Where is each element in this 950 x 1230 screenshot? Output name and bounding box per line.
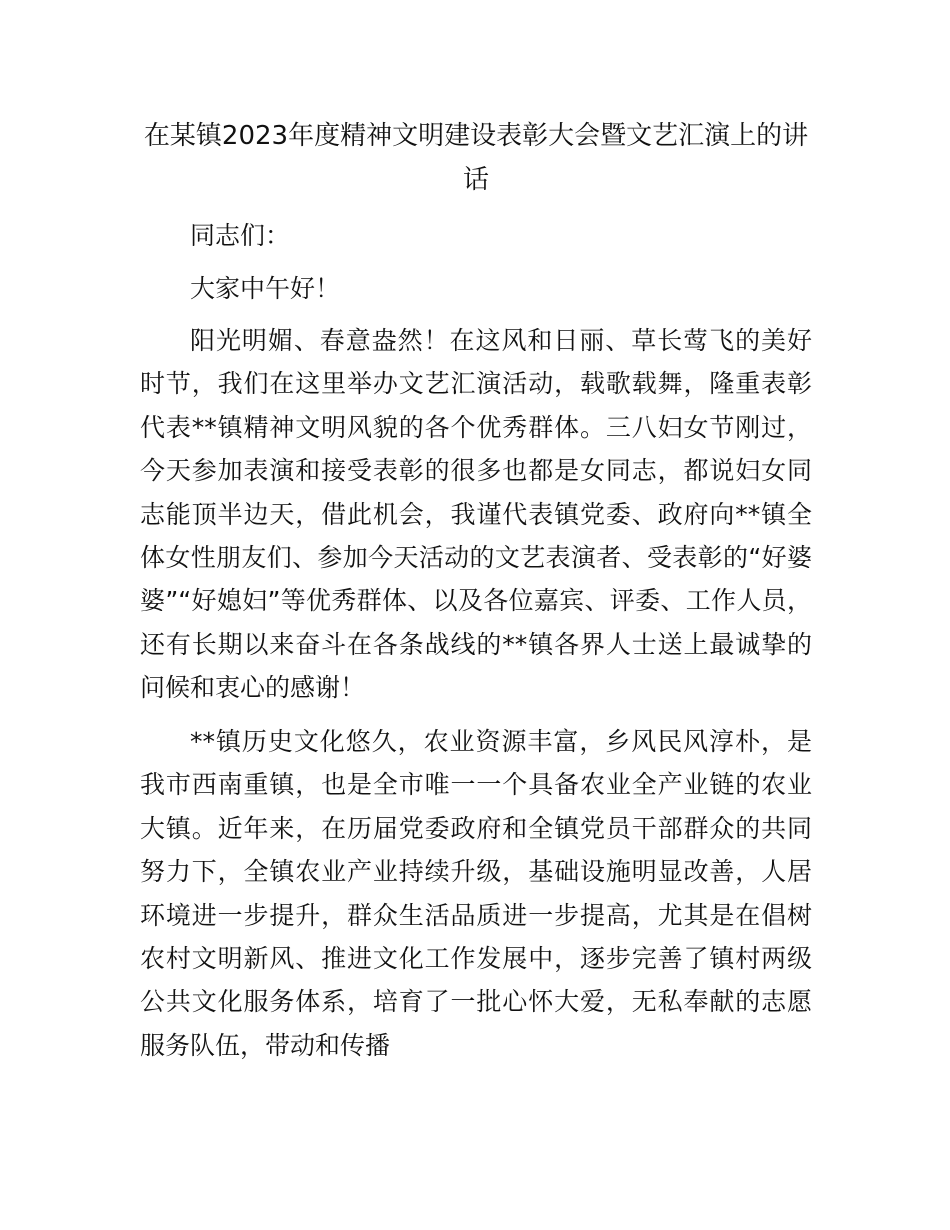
body-paragraph: **镇历史文化悠久，农业资源丰富，乡风民风淳朴，是我市西南重镇，也是全市唯一一个具备农业全产业链的农业大镇。近年来，在历届党委政府和全镇党员干部群众的共同努力下，全镇农业产业持续升级，基础设施明显改善，人居环境进一步提升，群众生活品质进一步提高，尤其是在倡树农村文明新风、推进文化工作发展中，逐步完善了镇村两级公共文化服务体系，培育了一批心怀大爱，无私奉献的志愿服务队伍，带动和传播 [140,727,812,1060]
greeting-paragraph: 大家中午好！ [190,274,341,303]
document-title: 在某镇2023年度精神文明建设表彰大会暨文艺汇演上的讲话 [143,121,809,195]
salutation-paragraph: 同志们： [190,221,291,250]
body-paragraph: 阳光明媚、春意盎然！在这风和日丽、草长莺飞的美好时节，我们在这里举办文艺汇演活动，载歌载舞，隆重表彰代表**镇精神文明风貌的各个优秀群体。三八妇女节刚过，今天参加表演和接受表彰的很多也都是女同志，都说妇女同志能顶半边天，借此机会，我谨代表镇党委、政府向**镇全体女性朋友们、参加今天活动的文艺表演者、受表彰的“好婆婆”“好媳妇”等优秀群体、以及各位嘉宾、评委、工作人员，还有长期以来奋斗在各条战线的**镇各界人士送上最诚挚的问候和衷心的感谢！ [140,326,812,703]
